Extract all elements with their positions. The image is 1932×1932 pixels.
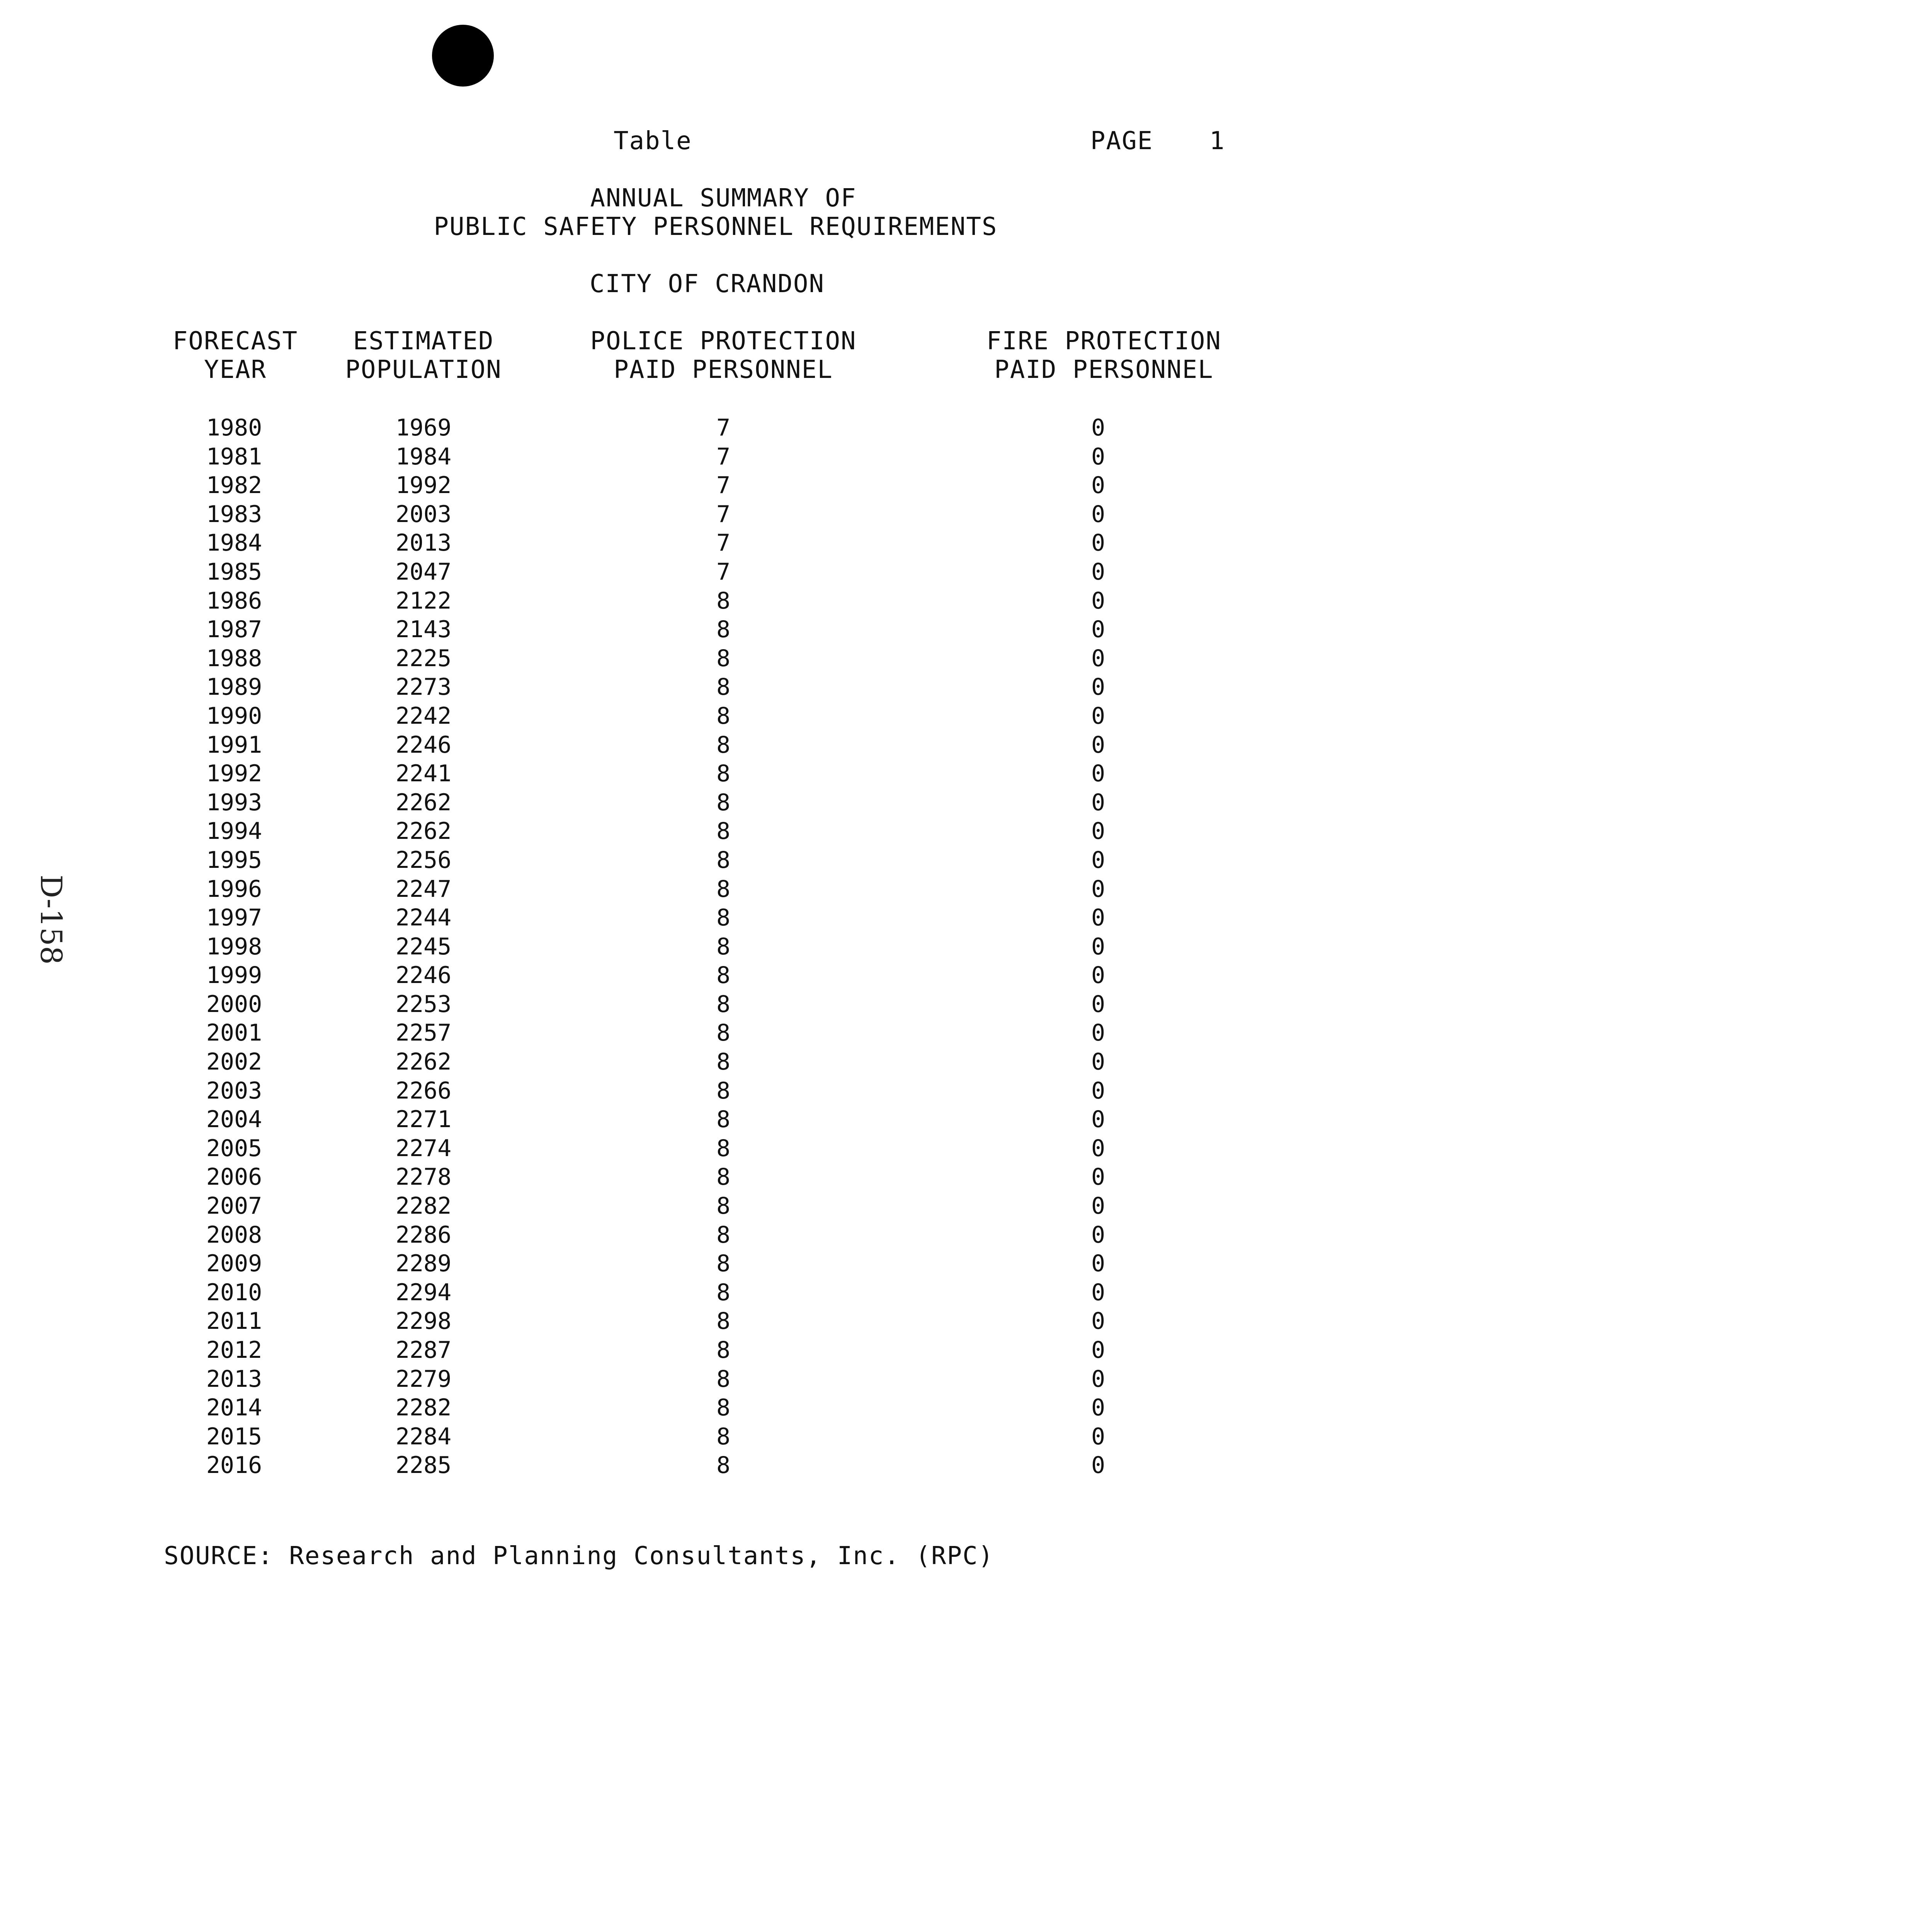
cell-estimated-population: 2298 (395, 1308, 452, 1335)
cell-forecast-year: 2015 (206, 1423, 262, 1450)
cell-estimated-population: 1984 (395, 443, 452, 470)
cell-estimated-population: 2271 (395, 1106, 452, 1133)
cell-police-personnel: 8 (716, 818, 731, 845)
cell-forecast-year: 1986 (206, 587, 262, 614)
city-name: CITY OF CRANDON (590, 270, 825, 298)
cell-estimated-population: 2225 (395, 645, 452, 672)
page-label: PAGE (1090, 127, 1153, 155)
cell-estimated-population: 2279 (395, 1365, 452, 1393)
table-row (0, 1077, 1314, 1105)
table-row (0, 673, 1314, 702)
cell-forecast-year: 2000 (206, 990, 262, 1018)
cell-estimated-population: 2274 (395, 1134, 452, 1162)
cell-fire-personnel: 0 (1091, 500, 1105, 528)
cell-forecast-year: 1982 (206, 472, 262, 499)
cell-estimated-population: 2242 (395, 702, 452, 730)
cell-estimated-population: 2246 (395, 962, 452, 989)
cell-estimated-population: 2294 (395, 1279, 452, 1306)
cell-fire-personnel: 0 (1091, 731, 1105, 759)
column-header-police-protection: POLICE PROTECTION PAID PERSONNEL (590, 327, 857, 384)
punch-hole-left (432, 25, 494, 87)
cell-forecast-year: 2001 (206, 1019, 262, 1047)
cell-forecast-year: 2009 (206, 1250, 262, 1277)
cell-police-personnel: 8 (716, 1048, 731, 1076)
table-row (0, 875, 1314, 904)
cell-estimated-population: 2282 (395, 1192, 452, 1220)
cell-police-personnel: 8 (716, 962, 731, 989)
column-header-estimated-population: ESTIMATED POPULATION (345, 327, 502, 384)
cell-forecast-year: 2013 (206, 1365, 262, 1393)
cell-fire-personnel: 0 (1091, 1308, 1105, 1335)
cell-forecast-year: 1998 (206, 933, 262, 960)
cell-forecast-year: 2007 (206, 1192, 262, 1220)
cell-estimated-population: 2266 (395, 1077, 452, 1104)
table-row (0, 1105, 1314, 1134)
cell-fire-personnel: 0 (1091, 846, 1105, 874)
table-row (0, 961, 1314, 990)
cell-police-personnel: 8 (716, 1308, 731, 1335)
cell-police-personnel: 8 (716, 846, 731, 874)
cell-estimated-population: 2122 (395, 587, 452, 614)
column-header-fire-protection: FIRE PROTECTION PAID PERSONNEL (986, 327, 1221, 384)
cell-estimated-population: 2247 (395, 875, 452, 903)
table-row (0, 1336, 1314, 1365)
cell-police-personnel: 8 (716, 760, 731, 787)
cell-fire-personnel: 0 (1091, 1163, 1105, 1191)
cell-fire-personnel: 0 (1091, 702, 1105, 730)
cell-forecast-year: 2011 (206, 1308, 262, 1335)
cell-police-personnel: 8 (716, 990, 731, 1018)
table-row (0, 846, 1314, 875)
cell-estimated-population: 2143 (395, 616, 452, 643)
cell-forecast-year: 1995 (206, 846, 262, 874)
cell-forecast-year: 1985 (206, 558, 262, 585)
cell-estimated-population: 2284 (395, 1423, 452, 1450)
cell-police-personnel: 8 (716, 1423, 731, 1450)
cell-forecast-year: 1987 (206, 616, 262, 643)
cell-forecast-year: 2002 (206, 1048, 262, 1076)
table-row (0, 788, 1314, 817)
cell-police-personnel: 8 (716, 875, 731, 903)
table-row (0, 1278, 1314, 1307)
column-header-forecast-year: FORECAST YEAR (172, 327, 298, 384)
cell-fire-personnel: 0 (1091, 1365, 1105, 1393)
cell-police-personnel: 8 (716, 1221, 731, 1248)
title-line-1: ANNUAL SUMMARY OF (590, 184, 857, 213)
cell-police-personnel: 7 (716, 500, 731, 528)
cell-forecast-year: 2012 (206, 1337, 262, 1364)
table-row (0, 615, 1314, 644)
cell-fire-personnel: 0 (1091, 1221, 1105, 1248)
cell-fire-personnel: 0 (1091, 760, 1105, 787)
cell-fire-personnel: 0 (1091, 673, 1105, 701)
cell-fire-personnel: 0 (1091, 414, 1105, 441)
cell-police-personnel: 8 (716, 1452, 731, 1479)
table-row (0, 1134, 1314, 1163)
cell-forecast-year: 1981 (206, 443, 262, 470)
page-number: 1 (1209, 127, 1225, 155)
cell-forecast-year: 2003 (206, 1077, 262, 1104)
table-row (0, 759, 1314, 788)
cell-police-personnel: 8 (716, 1279, 731, 1306)
cell-police-personnel: 8 (716, 1394, 731, 1422)
cell-fire-personnel: 0 (1091, 1048, 1105, 1076)
cell-forecast-year: 2008 (206, 1221, 262, 1248)
cell-fire-personnel: 0 (1091, 1250, 1105, 1277)
cell-police-personnel: 8 (716, 1019, 731, 1047)
cell-forecast-year: 1999 (206, 962, 262, 989)
cell-police-personnel: 8 (716, 904, 731, 932)
title-line-2: PUBLIC SAFETY PERSONNEL REQUIREMENTS (434, 213, 998, 241)
cell-estimated-population: 2013 (395, 529, 452, 557)
cell-forecast-year: 1990 (206, 702, 262, 730)
table-row (0, 990, 1314, 1019)
cell-fire-personnel: 0 (1091, 1394, 1105, 1422)
table-row (0, 500, 1314, 529)
cell-fire-personnel: 0 (1091, 1106, 1105, 1133)
table-row (0, 1163, 1314, 1192)
cell-estimated-population: 2003 (395, 500, 452, 528)
cell-fire-personnel: 0 (1091, 529, 1105, 557)
cell-estimated-population: 2253 (395, 990, 452, 1018)
cell-estimated-population: 2256 (395, 846, 452, 874)
cell-police-personnel: 8 (716, 1337, 731, 1364)
table-row (0, 442, 1314, 471)
cell-police-personnel: 8 (716, 587, 731, 614)
cell-police-personnel: 7 (716, 558, 731, 585)
cell-estimated-population: 2245 (395, 933, 452, 960)
cell-estimated-population: 2282 (395, 1394, 452, 1422)
cell-forecast-year: 1980 (206, 414, 262, 441)
cell-fire-personnel: 0 (1091, 990, 1105, 1018)
cell-fire-personnel: 0 (1091, 789, 1105, 816)
cell-police-personnel: 8 (716, 1077, 731, 1104)
table-row (0, 644, 1314, 673)
cell-fire-personnel: 0 (1091, 904, 1105, 932)
cell-estimated-population: 2273 (395, 673, 452, 701)
cell-forecast-year: 1997 (206, 904, 262, 932)
cell-forecast-year: 1991 (206, 731, 262, 759)
table-row (0, 1365, 1314, 1394)
cell-estimated-population: 2286 (395, 1221, 452, 1248)
table-row (0, 1019, 1314, 1048)
table-row (0, 471, 1314, 500)
cell-fire-personnel: 0 (1091, 962, 1105, 989)
cell-police-personnel: 8 (716, 933, 731, 960)
cell-estimated-population: 1992 (395, 472, 452, 499)
cell-police-personnel: 7 (716, 472, 731, 499)
table-row (0, 1307, 1314, 1336)
source-note: SOURCE: Research and Planning Consultants, Inc. (RPC) (164, 1542, 994, 1570)
cell-forecast-year: 2010 (206, 1279, 262, 1306)
cell-police-personnel: 8 (716, 1192, 731, 1220)
cell-fire-personnel: 0 (1091, 1452, 1105, 1479)
cell-forecast-year: 1983 (206, 500, 262, 528)
cell-forecast-year: 2006 (206, 1163, 262, 1191)
cell-estimated-population: 2289 (395, 1250, 452, 1277)
cell-estimated-population: 2262 (395, 818, 452, 845)
cell-estimated-population: 2246 (395, 731, 452, 759)
cell-estimated-population: 2047 (395, 558, 452, 585)
cell-estimated-population: 2262 (395, 789, 452, 816)
cell-estimated-population: 2244 (395, 904, 452, 932)
table-label: Table (614, 127, 692, 155)
cell-fire-personnel: 0 (1091, 1337, 1105, 1364)
cell-estimated-population: 2278 (395, 1163, 452, 1191)
cell-forecast-year: 1984 (206, 529, 262, 557)
cell-police-personnel: 8 (716, 1106, 731, 1133)
cell-police-personnel: 8 (716, 1250, 731, 1277)
cell-fire-personnel: 0 (1091, 818, 1105, 845)
cell-fire-personnel: 0 (1091, 1279, 1105, 1306)
cell-fire-personnel: 0 (1091, 1423, 1105, 1450)
cell-police-personnel: 8 (716, 1365, 731, 1393)
table-row (0, 1393, 1314, 1422)
cell-fire-personnel: 0 (1091, 472, 1105, 499)
cell-fire-personnel: 0 (1091, 443, 1105, 470)
table-row (0, 731, 1314, 760)
table-row (0, 529, 1314, 558)
cell-forecast-year: 1988 (206, 645, 262, 672)
cell-forecast-year: 1993 (206, 789, 262, 816)
table-row (0, 1192, 1314, 1221)
cell-estimated-population: 1969 (395, 414, 452, 441)
table-row (0, 1451, 1314, 1480)
table-row (0, 932, 1314, 961)
table-row (0, 587, 1314, 616)
table-row (0, 702, 1314, 731)
cell-police-personnel: 7 (716, 443, 731, 470)
cell-fire-personnel: 0 (1091, 558, 1105, 585)
cell-police-personnel: 8 (716, 731, 731, 759)
cell-police-personnel: 7 (716, 414, 731, 441)
cell-fire-personnel: 0 (1091, 1077, 1105, 1104)
personnel-table (0, 413, 1314, 1480)
cell-police-personnel: 8 (716, 789, 731, 816)
cell-fire-personnel: 0 (1091, 1192, 1105, 1220)
cell-fire-personnel: 0 (1091, 1134, 1105, 1162)
cell-police-personnel: 8 (716, 645, 731, 672)
cell-estimated-population: 2287 (395, 1337, 452, 1364)
cell-forecast-year: 1996 (206, 875, 262, 903)
cell-police-personnel: 8 (716, 1163, 731, 1191)
cell-police-personnel: 8 (716, 616, 731, 643)
cell-forecast-year: 1989 (206, 673, 262, 701)
cell-fire-personnel: 0 (1091, 616, 1105, 643)
cell-forecast-year: 1994 (206, 818, 262, 845)
cell-estimated-population: 2241 (395, 760, 452, 787)
cell-fire-personnel: 0 (1091, 645, 1105, 672)
cell-forecast-year: 2004 (206, 1106, 262, 1133)
table-row (0, 1249, 1314, 1278)
cell-fire-personnel: 0 (1091, 587, 1105, 614)
cell-fire-personnel: 0 (1091, 933, 1105, 960)
cell-police-personnel: 8 (716, 702, 731, 730)
cell-forecast-year: 1992 (206, 760, 262, 787)
table-row (0, 817, 1314, 846)
cell-police-personnel: 8 (716, 673, 731, 701)
cell-fire-personnel: 0 (1091, 1019, 1105, 1047)
cell-estimated-population: 2285 (395, 1452, 452, 1479)
cell-police-personnel: 7 (716, 529, 731, 557)
cell-police-personnel: 8 (716, 1134, 731, 1162)
cell-forecast-year: 2005 (206, 1134, 262, 1162)
table-row (0, 1048, 1314, 1077)
cell-forecast-year: 2016 (206, 1452, 262, 1479)
cell-forecast-year: 2014 (206, 1394, 262, 1422)
side-page-number: D-158 (34, 874, 68, 965)
table-row (0, 1221, 1314, 1250)
cell-estimated-population: 2262 (395, 1048, 452, 1076)
table-row (0, 903, 1314, 932)
table-row (0, 413, 1314, 442)
table-row (0, 1422, 1314, 1451)
cell-fire-personnel: 0 (1091, 875, 1105, 903)
table-row (0, 558, 1314, 587)
cell-estimated-population: 2257 (395, 1019, 452, 1047)
